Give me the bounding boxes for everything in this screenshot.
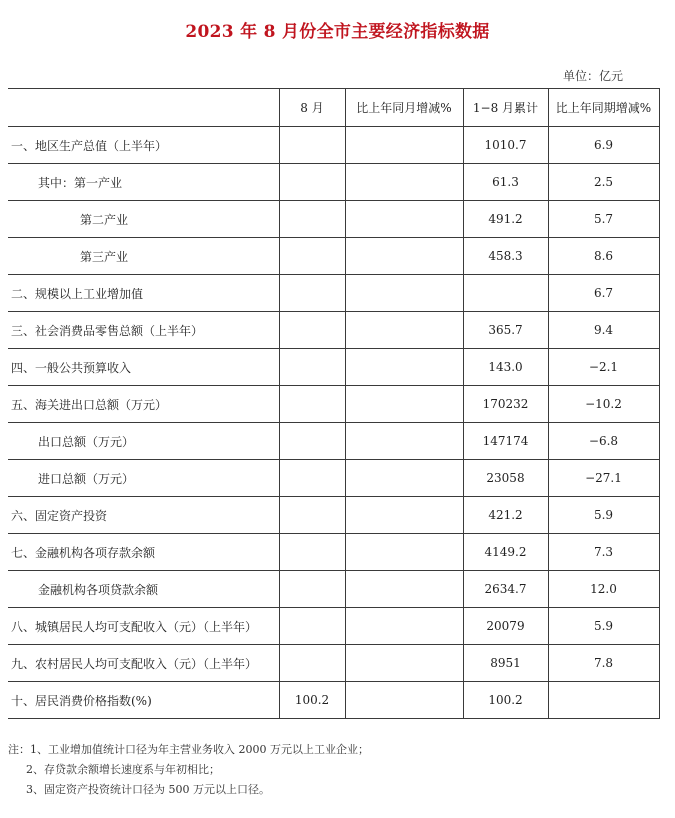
cumulative-change-cell: [548, 682, 659, 719]
cumulative-value-cell: 100.2: [463, 682, 548, 719]
month-value-cell: [279, 201, 345, 238]
month-change-cell: [345, 201, 463, 238]
indicator-cell: 进口总额（万元）: [8, 460, 279, 497]
month-change-cell: [345, 460, 463, 497]
month-value-cell: [279, 127, 345, 164]
month-value-cell: [279, 386, 345, 423]
header-month-change: 比上年同月增减%: [345, 89, 463, 127]
cumulative-change-cell: 8.6: [548, 238, 659, 275]
table-row: [8, 682, 659, 719]
table-row: [8, 423, 659, 460]
month-value-cell: [279, 571, 345, 608]
table-row: [8, 127, 659, 164]
cumulative-value-cell: 458.3: [463, 238, 548, 275]
month-change-cell: [345, 571, 463, 608]
cumulative-value-cell: 421.2: [463, 497, 548, 534]
month-value-cell: [279, 312, 345, 349]
indicator-cell: 八、城镇居民人均可支配收入（元）（上半年）: [8, 608, 279, 645]
cumulative-change-cell: 6.7: [548, 275, 659, 312]
cumulative-value-cell: 1010.7: [463, 127, 548, 164]
indicator-cell: 四、一般公共预算收入: [8, 349, 279, 386]
cumulative-change-cell: −6.8: [548, 423, 659, 460]
month-change-cell: [345, 127, 463, 164]
table-row: [8, 608, 659, 645]
table-row: [8, 275, 659, 312]
indicator-cell: 第二产业: [8, 201, 279, 238]
month-value-cell: [279, 608, 345, 645]
month-change-cell: [345, 164, 463, 201]
month-change-cell: [345, 349, 463, 386]
unit-label: 单位：亿元: [562, 69, 623, 83]
month-value-cell: [279, 497, 345, 534]
month-value-cell: [279, 645, 345, 682]
cumulative-value-cell: 147174: [463, 423, 548, 460]
footnote-1: 注：1、工业增加值统计口径为年主营业务收入 2000 万元以上工业企业；: [8, 743, 369, 756]
table-row: [8, 312, 659, 349]
cumulative-change-cell: −10.2: [548, 386, 659, 423]
month-change-cell: [345, 312, 463, 349]
month-value-cell: [279, 534, 345, 571]
table-row: [8, 386, 659, 423]
indicator-cell: 九、农村居民人均可支配收入（元）（上半年）: [8, 645, 279, 682]
month-change-cell: [345, 238, 463, 275]
cumulative-value-cell: 4149.2: [463, 534, 548, 571]
table-row: [8, 349, 659, 386]
header-cumulative: 1−8 月累计: [463, 89, 548, 127]
month-change-cell: [345, 423, 463, 460]
cumulative-change-cell: 7.3: [548, 534, 659, 571]
indicator-cell: 三、社会消费品零售总额（上半年）: [8, 312, 279, 349]
footnote-3: 3、固定资产投资统计口径为 500 万元以上口径。: [26, 783, 270, 796]
month-value-cell: [279, 423, 345, 460]
month-value-cell: [279, 164, 345, 201]
month-change-cell: [345, 497, 463, 534]
indicator-cell: 金融机构各项贷款余额: [8, 571, 279, 608]
cumulative-change-cell: 5.9: [548, 497, 659, 534]
table-row: [8, 238, 659, 275]
table-row: [8, 164, 659, 201]
cumulative-change-cell: 2.5: [548, 164, 659, 201]
cumulative-value-cell: 61.3: [463, 164, 548, 201]
cumulative-value-cell: 491.2: [463, 201, 548, 238]
cumulative-change-cell: 5.7: [548, 201, 659, 238]
month-change-cell: [345, 534, 463, 571]
cumulative-value-cell: 23058: [463, 460, 548, 497]
page-title: 2023 年 8 月份全市主要经济指标数据: [185, 22, 490, 42]
table-row: [8, 645, 659, 682]
month-value-cell: [279, 349, 345, 386]
month-change-cell: [345, 386, 463, 423]
cumulative-value-cell: 143.0: [463, 349, 548, 386]
table-header-row: [8, 89, 659, 127]
header-cumulative-change: 比上年同期增减%: [548, 89, 659, 127]
cumulative-change-cell: 7.8: [548, 645, 659, 682]
cumulative-value-cell: 170232: [463, 386, 548, 423]
indicator-cell: 七、金融机构各项存款余额: [8, 534, 279, 571]
indicator-cell: 其中：第一产业: [8, 164, 279, 201]
table-row: [8, 534, 659, 571]
footnotes: [8, 740, 369, 800]
cumulative-value-cell: 20079: [463, 608, 548, 645]
table-row: [8, 497, 659, 534]
table-row: [8, 571, 659, 608]
indicator-cell: 出口总额（万元）: [8, 423, 279, 460]
indicator-table: [8, 88, 660, 719]
cumulative-change-cell: 6.9: [548, 127, 659, 164]
indicator-cell: 十、居民消费价格指数(%): [8, 682, 279, 719]
month-value-cell: 100.2: [279, 682, 345, 719]
cumulative-change-cell: 5.9: [548, 608, 659, 645]
cumulative-value-cell: 8951: [463, 645, 548, 682]
month-value-cell: [279, 238, 345, 275]
month-value-cell: [279, 275, 345, 312]
header-indicator: [8, 89, 279, 127]
header-month: 8 月: [279, 89, 345, 127]
cumulative-change-cell: 12.0: [548, 571, 659, 608]
month-change-cell: [345, 645, 463, 682]
indicator-cell: 第三产业: [8, 238, 279, 275]
month-change-cell: [345, 608, 463, 645]
cumulative-change-cell: −27.1: [548, 460, 659, 497]
month-value-cell: [279, 460, 345, 497]
cumulative-value-cell: 2634.7: [463, 571, 548, 608]
footnote-2: 2、存贷款余额增长速度系与年初相比；: [26, 763, 220, 776]
cumulative-change-cell: 9.4: [548, 312, 659, 349]
cumulative-change-cell: −2.1: [548, 349, 659, 386]
cumulative-value-cell: 365.7: [463, 312, 548, 349]
table-row: [8, 201, 659, 238]
indicator-cell: 五、海关进出口总额（万元）: [8, 386, 279, 423]
table-row: [8, 460, 659, 497]
cumulative-value-cell: [463, 275, 548, 312]
indicator-cell: 二、规模以上工业增加值: [8, 275, 279, 312]
indicator-cell: 一、地区生产总值（上半年）: [8, 127, 279, 164]
indicator-cell: 六、固定资产投资: [8, 497, 279, 534]
month-change-cell: [345, 275, 463, 312]
month-change-cell: [345, 682, 463, 719]
